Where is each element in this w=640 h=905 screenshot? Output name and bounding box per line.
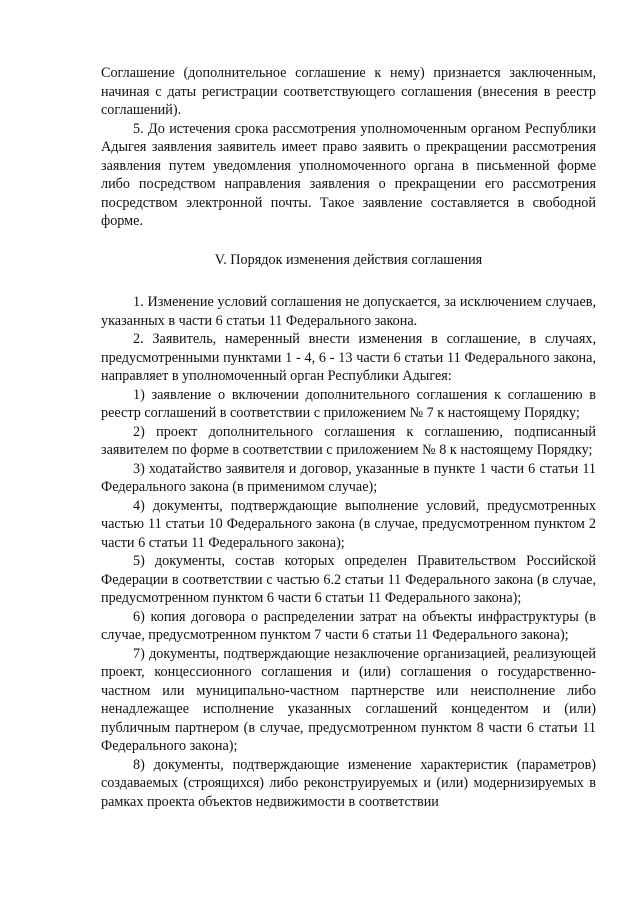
list-item-6: 6) копия договора о распределении затрат на объекты инфраструктуры (в случае, предусмотренном пунктом 7 части 6 статьи 11 Федерального закона);: [101, 608, 596, 643]
list-item-2: 2) проект дополнительного соглашения к соглашению, подписанный заявителем по форме в соответствии с приложением № 8 к настоящему Порядку;: [101, 423, 596, 458]
list-item-4: 4) документы, подтверждающие выполнение условий, предусмотренных частью 11 статьи 10 Федерального закона (в случае, предусмотренном пунктом 2 части 6 статьи 11 Федерального закона);: [101, 497, 596, 551]
list-item-7: 7) документы, подтверждающие незаключение организацией, реализующей проект, концессионного соглашения и (или) соглашения о государственно-частном или муниципально-частном партнерстве или неисполнение либо ненадлежащее исполнение указанных соглашений концедентом и (или) публичным партнером (в случае, предусмотренном пунктом 8 части 6 статьи 11 Федерального закона);: [101, 645, 596, 754]
paragraph-item-5: 5. До истечения срока рассмотрения уполномоченным органом Республики Адыгея заявления заявитель имеет право заявить о прекращении рассмотрения заявления путем уведомления уполномоченного органа в письменной форме либо посредством направления заявления о прекращении его рассмотрения посредством электронной почты. Такое заявление составляется в свободной форме.: [101, 120, 596, 229]
list-item-5: 5) документы, состав которых определен Правительством Российской Федерации в соответствии с частью 6.2 статьи 11 Федерального закона (в случае, предусмотренном пунктом 6 части 6 статьи 11 Федерального закона);: [101, 553, 596, 606]
paragraph-section-1: 1. Изменение условий соглашения не допускается, за исключением случаев, указанных в части 6 статьи 11 Федерального закона.: [101, 294, 596, 329]
section-heading: V. Порядок изменения действия соглашения: [214, 251, 483, 268]
list-item-8: 8) документы, подтверждающие изменение характеристик (параметров) создаваемых (строящихся) либо реконструируемых и (или) модернизируемых в рамках проекта объектов недвижимости в соответствии: [101, 756, 596, 810]
paragraph-agreement-concluded: Соглашение (дополнительное соглашение к нему) признается заключенным, начиная с даты регистрации соответствующего соглашения (внесения в реестр соглашений).: [101, 65, 596, 118]
list-item-3: 3) ходатайство заявителя и договор, указанные в пункте 1 части 6 статьи 11 Федерального закона (в применимом случае);: [101, 460, 596, 495]
paragraph-section-2: 2. Заявитель, намеренный внести изменения в соглашение, в случаях, предусмотренными пунктами 1 - 4, 6 - 13 части 6 статьи 11 Федерального закона, направляет в уполномоченный орган Республики Адыгея:: [101, 331, 596, 384]
list-item-1: 1) заявление о включении дополнительного соглашения к соглашению в реестр соглашений в соответствии с приложением № 7 к настоящему Порядку;: [101, 386, 596, 421]
